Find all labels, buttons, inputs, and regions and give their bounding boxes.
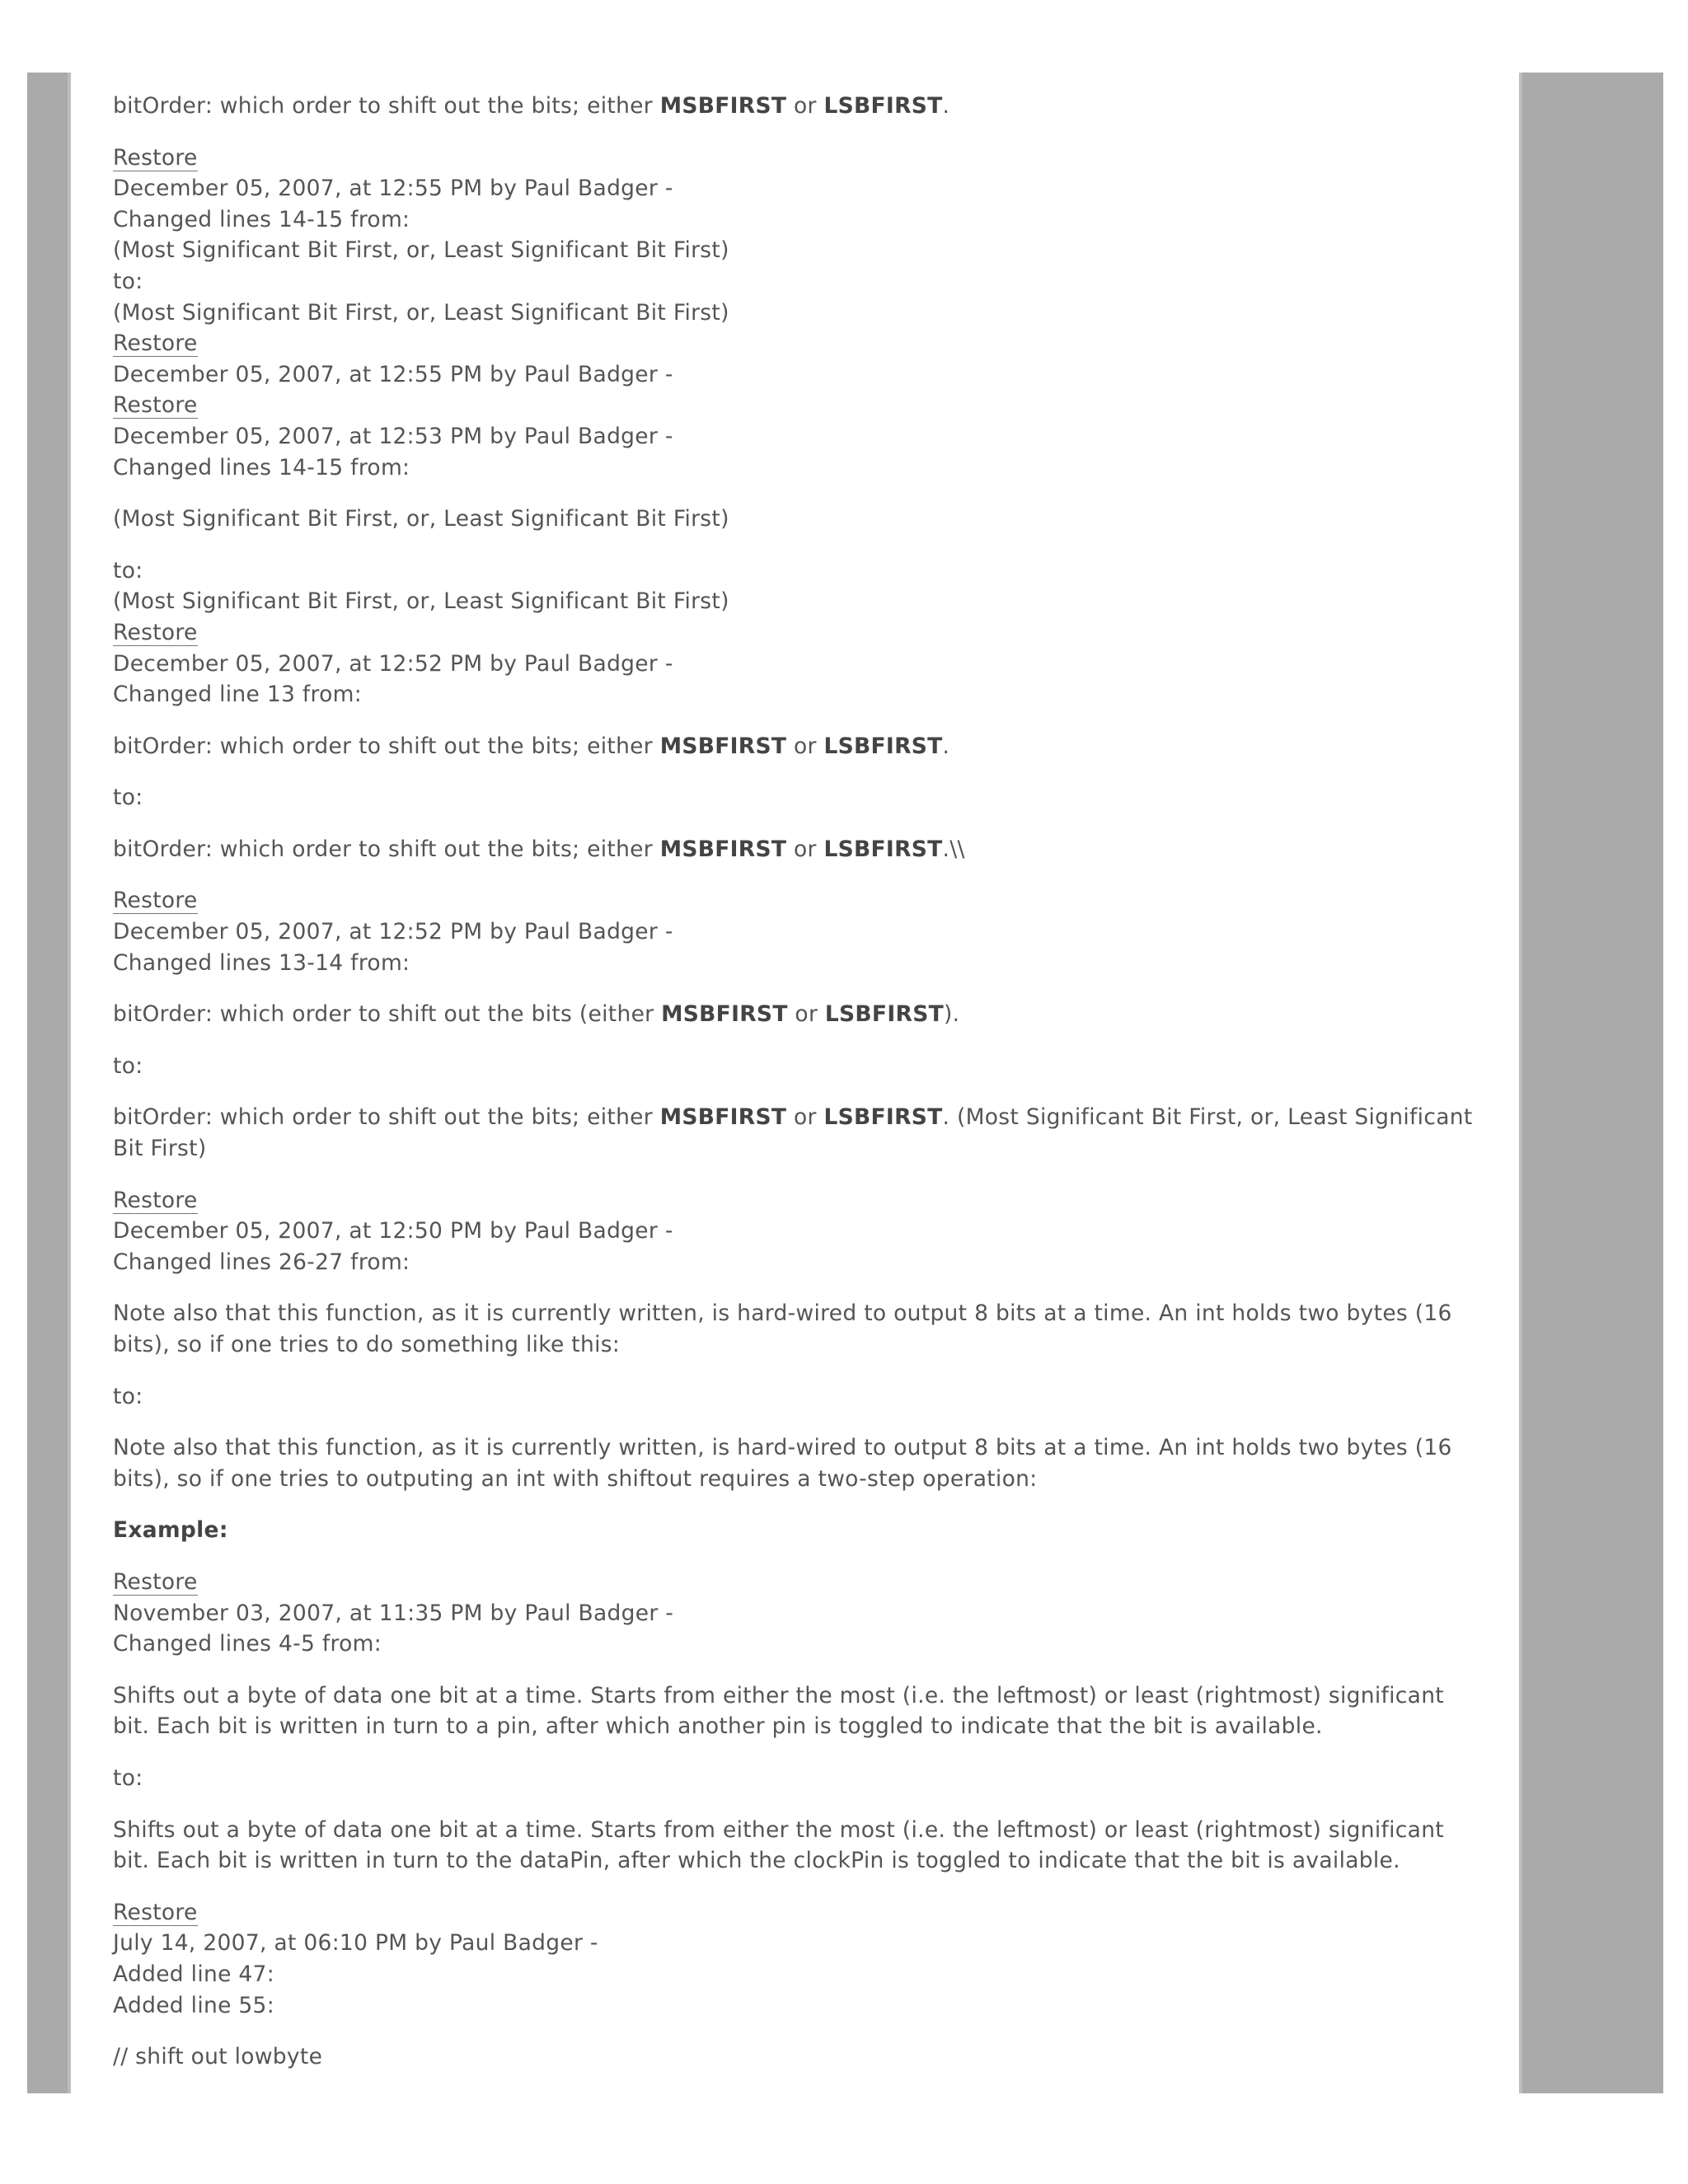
diff-to: Shifts out a byte of data one bit at a time. Starts from either the most (i.e. the leftmost) or least (rightmost) significant bit. Each bit is written in turn to the dataPin, after which the clockPin is toggled to indicate that the bit is available.: [113, 1816, 1444, 1874]
to-label: to:: [113, 1765, 143, 1791]
revision-meta: December 05, 2007, at 12:52 PM by Paul Badger -: [113, 650, 673, 677]
code-line: // shift out lowbyte: [113, 2044, 323, 2070]
revision-meta: November 03, 2007, at 11:35 PM by Paul Badger -: [113, 1600, 674, 1626]
diff-from: Shifts out a byte of data one bit at a time. Starts from either the most (i.e. the leftmost) or least (rightmost) significant bit. Each bit is written in turn to a pin, after which another pin is toggled to indicate that the bit is available.: [113, 1682, 1444, 1740]
diff-from: (Most Significant Bit First, or, Least Significant Bit First): [113, 237, 729, 264]
restore-link[interactable]: Restore: [113, 1187, 198, 1213]
to-label: to:: [113, 785, 143, 811]
left-margin-bar: [27, 73, 71, 2093]
diff-from: (Most Significant Bit First, or, Least Significant Bit First): [113, 506, 729, 532]
restore-link[interactable]: Restore: [113, 1899, 198, 1925]
change-summary: Changed lines 14-15 from:: [113, 206, 410, 232]
example-heading: Example:: [113, 1517, 228, 1544]
diff-from: Note also that this function, as it is currently written, is hard-wired to output 8 bits at a time. An int holds two bytes (16 bits), so if one tries to do something like this:: [113, 1301, 1452, 1357]
change-summary: Changed lines 13-14 from:: [113, 949, 410, 976]
page-history-content: [113, 91, 1473, 2093]
revision-meta: December 05, 2007, at 12:50 PM by Paul Badger -: [113, 1218, 673, 1244]
to-label: to:: [113, 1383, 143, 1409]
revision-meta: July 14, 2007, at 06:10 PM by Paul Badger -: [113, 1930, 598, 1957]
change-summary: Changed lines 4-5 from:: [113, 1631, 382, 1657]
restore-link[interactable]: Restore: [113, 888, 198, 914]
to-label: to:: [113, 268, 143, 294]
revision-meta: December 05, 2007, at 12:55 PM by Paul Badger -: [113, 361, 673, 387]
to-label: to:: [113, 1052, 143, 1079]
change-summary: Added line 55:: [113, 1992, 274, 2018]
change-summary: Changed line 13 from:: [113, 682, 362, 708]
restore-link[interactable]: Restore: [113, 1568, 198, 1595]
revision-meta: December 05, 2007, at 12:55 PM by Paul Badger -: [113, 176, 673, 202]
change-summary: Changed lines 26-27 from:: [113, 1249, 410, 1275]
diff-to: (Most Significant Bit First, or, Least Significant Bit First): [113, 588, 729, 615]
restore-link[interactable]: Restore: [113, 619, 198, 645]
diff-to: (Most Significant Bit First, or, Least Significant Bit First): [113, 299, 729, 326]
change-summary: Added line 47:: [113, 1961, 274, 1987]
revision-meta: December 05, 2007, at 12:53 PM by Paul Badger -: [113, 423, 673, 449]
restore-link[interactable]: Restore: [113, 144, 198, 171]
diff-to: Note also that this function, as it is currently written, is hard-wired to output 8 bits at a time. An int holds two bytes (16 bits), so if one tries to outputing an int with shiftout requires a two-step operation:: [113, 1435, 1452, 1492]
restore-link[interactable]: Restore: [113, 392, 198, 419]
to-label: to:: [113, 557, 143, 583]
diff-to: bitOrder: which order to shift out the bits; either MSBFIRST or LSBFIRST. (Most Significant Bit First, or, Least Significant Bit First): [113, 1104, 1473, 1162]
diff-from: bitOrder: which order to shift out the bits; either MSBFIRST or LSBFIRST.: [113, 733, 950, 759]
diff-to: bitOrder: which order to shift out the bits; either MSBFIRST or LSBFIRST.\\: [113, 836, 965, 862]
change-summary: Changed lines 14-15 from:: [113, 454, 410, 480]
restore-link[interactable]: Restore: [113, 330, 198, 357]
revision-meta: December 05, 2007, at 12:52 PM by Paul Badger -: [113, 919, 673, 945]
diff-from: bitOrder: which order to shift out the bits (either MSBFIRST or LSBFIRST).: [113, 1001, 960, 1028]
bitorder-line: bitOrder: which order to shift out the bits; either MSBFIRST or LSBFIRST.: [113, 93, 950, 119]
right-margin-bar: [1519, 73, 1663, 2093]
